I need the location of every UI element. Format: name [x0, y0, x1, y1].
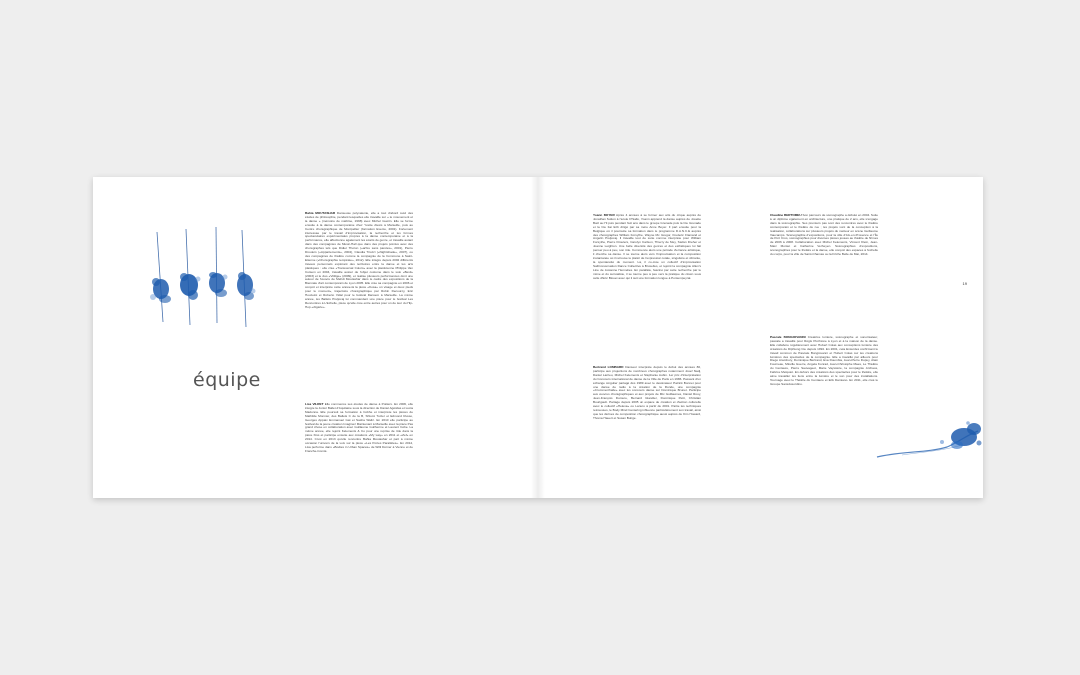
- bio-text: Elle commence ses études de danse à Poitiers. En 2006, elle intègre la Junior Ballet d'Aquitaine sous la direction de Daniel Agésilas et Lucia Madonna. Elle poursuit sa formation à Cobhe et interprète les pièces de Mathilde Monnier, des Ballets C de la B, Shlomi Tuizer et Edmond Russo, Georges Appaix Emmanuel Gat et Sasha Waltz. En 2010 elle participe au festival de la jeune création Imaginez Maintenant à Marseille avec la pièce Pas grand chose en collaboration avec Guillaume Guilherme et Laurent Cèbe. La même année, elle rejoint Kelemenis & Co pour une reprise de rôle dans la pièce Kiss et participe ensuite aux créations «My way» en 2011 et «Zef» en 2014. C'est en 2013 qu'elle rencontre Bahia Moutashar et part à même occasion l'univers de la voix sur la pièce «Les Portes Parallèles». En 2014, Lisa performe dans «Bodies in Urban Spaces» de Willi Dorner à Vienne et de Franche-Comté.: [305, 403, 413, 453]
- bio-text: Son parcours de scénographe a débuté en 2004. Suite à un diplôme également en architecture, une pratique de 2 ans, elle s'engage dans la scénographie. Ses premiers pas sont des rencontres avec le théâtre contemporain et le théâtre de rue ; les projets vont de la conception à la réalisation, collaborations sur plusieurs projets du metteur en scène Guillaume Vaucamps. Scénographie d'expositions, pour la ville d'Aix-en-Provence et l'Île de Port Cros, scénographies pour diverses pièces jouées au théâtre de Nîmes de 2006 à 2008. Collaboration avec Michel Kelemenis, Vincent Klein, Jean-Marc Montet et Catherine Verheyen. Scénographies d'expositions, scénographies pour le théâtre et la danse, elle conçoit des espaces à l'échelle du corps, pour la ville de Saint-Chamas ou la Friche Belle de Mai, 2014.: [770, 214, 878, 257]
- bio-name: Bahia MOUTASHAR: [305, 212, 336, 215]
- brush-stroke-illustration: [872, 395, 982, 475]
- bio-text: Danseur interprète depuis le début des années 80, participe aux projections de nombreux chorégraphes notamment Josef Nadj, Daniel Larrieu, Michel Kelemenis et Stéphanie Aubin. 1er prix d'interprétation du Concours international de danse de la Ville de Paris en 1986. Passant d'un échange singulier partagé dès 1989 avec le dessinateur Patrick Bonnet pour une danse de radio à la création de la Ronde, une compagnie «Crommerchalle» avec les concours danse sur Dominique Brunet. Participe aux œuvres chorégraphiques et aux projets de Mic Guillaumes, Daniel Rouy, Jean-François Duroure, Bernard Glandier, Dominique Petit, Christian Bourigault. Partage depuis 2005 un espace de création et d'action culturelle avec le collectif «Heleva» ou Lanuro à partir de 2001. Partie les techniques retrouvées, le Body Mind Centering influence particulièrement son travail, ainsi que les dérives de composition chorégraphique aussi auprès de Kim Howard, Thoma Hauert et Susan Buirge.: [593, 366, 701, 420]
- bio-column: [593, 214, 701, 364]
- bio-entry: [770, 214, 878, 257]
- bio-column: [305, 212, 413, 404]
- left-page: [93, 177, 538, 498]
- dancers-ink-illustration: [143, 227, 258, 337]
- bio-column: [593, 366, 701, 492]
- bio-entry: [593, 366, 701, 421]
- bio-entry: [593, 214, 701, 280]
- bio-entry: [305, 212, 413, 310]
- bio-text: Danseuse polyvalente, elle a tout d'abord suivi des études de philosophie, pendant lesquelles elle travaille sur « le mouvement et la danse » (mémoire de maîtrise, 1998) avec Michel Guérin. Elle se forme ensuite à la danse contemporaine chez Yvette Alexis à Marseille, puis au Centre chorégraphique de Montpellier (formation Exerce, 2001). Fortement intéressée par le travail d'improvisation, la recherche et les formes spectaculaires expérimentales propres à la danse contemporaine et à la performance, elle affectionne également les écarts de genre, et travaille autant dans des compagnies de Music-Hall que dans des projets pointus avec des chorégraphes tels que Didier Théron («arbre sans paroles», 2001), Pierre Droulers («Appartements», 2004), Claudia Triozzi («Nightshade», 2007), ou des compagnies de théâtre comme la compagnie de la Commune à Saint-Etienne («Chorégraphie tempêtée», 2012). Elle intègre depuis 2002 différents travaux personnels explorant des territoires entre la danse et les arts plastiques : elle crée «Transversal Colors» avec la plasticienne Philippe Van Cutsem en 2004, travaille autour de l'objet costume dans le solo «Bevil» (2003) et le duo «Vitilige» (2009), et réalise plusieurs performances dont une autour de l'œuvre de Mehdi Moutashar dans le cadre des expositions de la Biennale d'art contemporain de Lyon 2005. Elle crée sa compagnie en 2006 et conçoit et interprète cette année-là la pièce «Kosa» un visage et deux pieds pour le moment», trajectoire chorégraphique par Robin Decourcy, Eric Houzelot et Roberto Vidal pour le festival Dansem à Marseille. La même année, les Ballets Preljocaj lui commandent une pièce pour le festival Les Rencontres à L'Echelle, pièce qu'elle crée entre autres pour un de leur du Hip-Hop «Algérie».: [305, 212, 413, 309]
- page-number: 19: [962, 281, 967, 286]
- right-page: [538, 177, 983, 498]
- book-spread: [93, 177, 983, 498]
- bio-column: [770, 336, 878, 398]
- bio-column: [305, 403, 413, 493]
- bio-name: Bertrand LOMBARD: [593, 366, 624, 369]
- bio-column: [770, 214, 878, 334]
- bio-name: Yoann BOYER: [593, 214, 615, 217]
- bio-entry: [770, 336, 878, 387]
- bio-text: Créatrice lumière, scénographe et sonorisateur, pascale a travaillé pour Régis Picchione à Lyon et à la maison de la danse. Elle collabore régulièrement avec Hubert Colas aux conceptions lumière des créations de Diphtong Cie depuis 1994. En 2001, cela Ensurdes confirmant le travail commun de Pascale Bongiovanni et Hubert Colas sur les créations lumières des spectacles de la compagnie. Elle a travaillé par ailleurs pour Diego Arambury, Dominique Bertrand, Eva Doumbia, Jean-Pierre Dupuy, Alain Fourneau, Mireille Guerre, Angela Konrad, Jean-Christophe Maes, Le Théâtre du Centaure, Pierre Sauvageot, Marie Vayssière, la compagnie Archaos, Fabrice Melquiot. En dehors des créations des spectacles pour le théâtre, elle aime travailler les liens entre la lumière et le son pour des installations. Tournage avec le Théâtre du Centaure et Erik Damiano. En 2011, elle créé le Groupe Sansdosordino.: [770, 336, 878, 386]
- page-title: équipe: [193, 369, 261, 391]
- bio-name: Pascale BONGIOVANNI: [770, 336, 806, 339]
- bio-name: Lisa VILRET: [305, 403, 324, 406]
- bio-entry: [305, 403, 413, 454]
- bio-text: Après 4 années à se former aux arts du cirque auprès de Jonathan Sutton à l'école D'Sallo, Yoann apprend la danse auprès de Josette Baiz au Hi puis pendant huit ans dans le groupe Grenade puis la Cie Grenade et la Cie Itai Ezb dirigé par sa mère Anne Boyer. Il part ensuite pour la Belgique où il poursuite sa formation dans le programme D.A.N.C.E auprès des chorégraphes William Forsythe, Wayne Mc Gregor, Frederic Flamand et Angelin Preljocaj. Il travaille tout de suite comme interprète pour William Forsythe, Pierre Droulers, Carolyn Carlson, Thierry de Mey, Stefan Dreher et Joanne Leighton. Une belle diversité des genres et des esthétiques lui fait penser peu à peu, son rôle. Commence alors une période d'errance artistique, il cherche sa danse. Il se tourne alors vers l'improvisation et la composition instantanée où il retrouve le plaisir de l'expression totale, singulière et vibrante, la spontanéité du moment. Là, il co-crée un collectif d'improvisation SaltConversation Dance Collective à Bruxelles, et rejoint la compagnie Allen's Line de Josianne Hennelies. En parallèle, fasciné par cette recherche par le mime et du surréaliste, il se tourne peu à peu vers la pratique du clown sous celle d'Eric Blouet avec qui il suit une formation longue à Pontempeyrat.: [593, 214, 701, 280]
- bio-name: Claudine BERTOMEU: [770, 214, 802, 217]
